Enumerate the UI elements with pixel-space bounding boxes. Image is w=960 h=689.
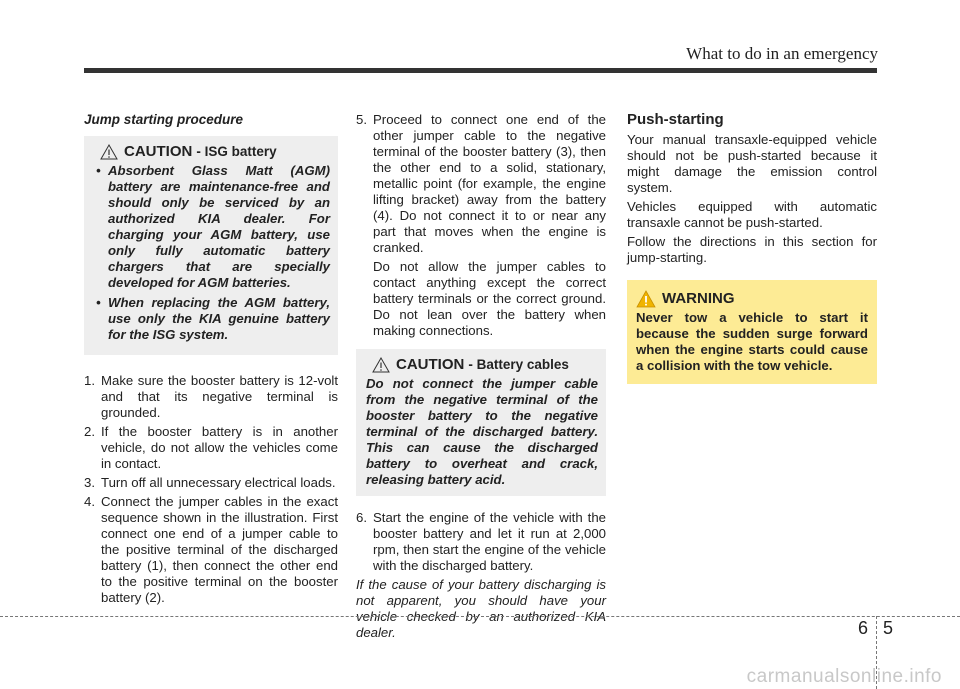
step-number: 2. (84, 424, 95, 439)
step-number: 5. (356, 112, 367, 127)
column-1 (84, 112, 338, 609)
caution-header (94, 144, 330, 160)
caution-sublabel: - ISG battery (196, 144, 277, 159)
step-item (84, 475, 338, 491)
step-text: Turn off all unnecessary electrical loads. (101, 475, 336, 490)
caution-sublabel: - Battery cables (468, 357, 569, 372)
caution-body (94, 163, 330, 343)
watermark: carmanualsonline.info (746, 666, 942, 687)
bullet-icon: • (96, 163, 101, 178)
page-number: 5 (883, 618, 894, 638)
caution-box-isg-battery (84, 136, 338, 355)
step-text: Start the engine of the vehicle with the booster battery and let it run at 2,000 rpm, then start the engine of the vehicle with the discharged battery. (373, 510, 606, 573)
step-text: Proceed to connect one end of the other jumper cable to the negative terminal of the booster battery (3), then the other end to a solid, stationary, metallic point (for example, the engine lifting bracket) away from the battery (4). Do not connect it to or near any part that moves when the engine is cranked. (373, 112, 606, 255)
caution-body-text: Do not connect the jumper cable from the negative terminal of the booster battery to the negative terminal of the discharged battery. This can cause the discharged battery to overheat and crack, releasing battery acid. (366, 376, 598, 487)
step-item (356, 112, 606, 256)
step-item (84, 424, 338, 472)
footer-dashed-rule (0, 616, 960, 617)
caution-box-battery-cables (356, 349, 606, 496)
caution-bullet-text: When replacing the AGM battery, use only the KIA genuine battery for the ISG system. (108, 295, 330, 342)
bullet-icon: • (96, 295, 101, 310)
warning-box (627, 280, 877, 384)
caution-bullet (94, 295, 330, 343)
warning-label: WARNING (662, 290, 735, 307)
caution-label: CAUTION (396, 356, 465, 373)
step-number: 1. (84, 373, 95, 388)
chapter-number: 6 (858, 618, 869, 638)
caution-header (366, 357, 598, 373)
step-item (84, 494, 338, 606)
step-text: Connect the jumper cables in the exact sequence shown in the illustration. First connect one end of a jumper cable to the positive terminal of the discharged battery (1), then connect the other end to the positive terminal on the booster battery (2). (101, 494, 338, 605)
step-number: 4. (84, 494, 95, 509)
warning-header (636, 290, 868, 308)
caution-bullet (94, 163, 330, 291)
section-title-jump-starting: Jump starting procedure (84, 112, 244, 127)
caution-bullet-text: Absorbent Glass Matt (AGM) battery are maintenance-free and should only be serviced by an authorized KIA dealer. For charging your AGM battery, use only fully automatic battery chargers that are specially developed for AGM batteries. (108, 163, 330, 290)
caution-triangle-icon (372, 357, 390, 373)
step-extra-paragraph: Do not allow the jumper cables to contact anything except the correct battery terminals or the correct ground. Do not lean over the battery when making connections. (373, 259, 606, 338)
warning-text: Never tow a vehicle to start it because the sudden surge forward when the engine starts could cause a collision with the tow vehicle. (636, 310, 868, 373)
paragraph: Follow the directions in this section for jump-starting. (627, 234, 877, 265)
step-number: 3. (84, 475, 95, 490)
page-header-title: What to do in an emergency (686, 44, 878, 63)
paragraph: Your manual transaxle-equipped vehicle should not be push-started because it might damage the emission control system. (627, 132, 877, 195)
step-text: If the booster battery is in another vehicle, do not allow the vehicles come in contact. (101, 424, 338, 471)
paragraph: Vehicles equipped with automatic transaxle cannot be push-started. (627, 199, 877, 230)
step-item (356, 510, 606, 574)
column-2 (356, 112, 606, 644)
caution-label: CAUTION (124, 143, 193, 160)
battery-note: If the cause of your battery discharging is not apparent, you should have your vehicle checked by an authorized KIA dealer. (356, 577, 606, 640)
header-rule (84, 68, 877, 73)
column-3 (627, 112, 877, 384)
step-number: 6. (356, 510, 367, 525)
step-text: Make sure the booster battery is 12-volt and that its negative terminal is grounded. (101, 373, 338, 420)
caution-triangle-icon (100, 144, 118, 160)
warning-triangle-icon (636, 290, 656, 308)
step-item (84, 373, 338, 421)
section-title-push-starting: Push-starting (627, 111, 724, 128)
